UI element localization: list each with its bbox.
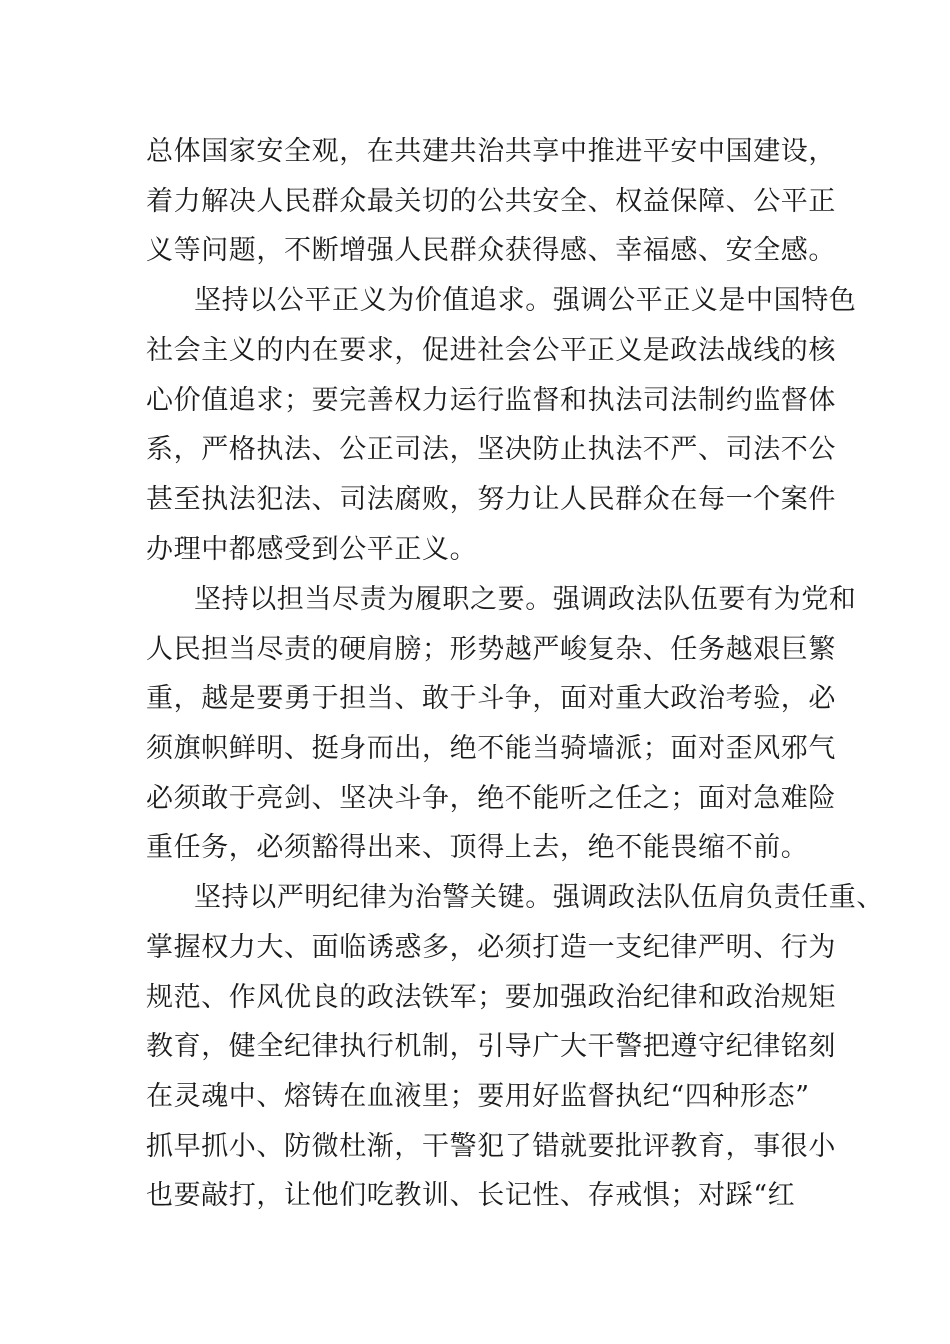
text-line: 办理中都感受到公平正义。 bbox=[146, 534, 478, 565]
paragraph-first-line: 坚持以严明纪律为治警关键。强调政法队伍肩负责任重、 bbox=[194, 882, 884, 913]
text-line: 须旗帜鲜明、挺身而出，绝不能当骑墙派；面对歪风邪气 bbox=[146, 733, 836, 764]
text-line: 重，越是要勇于担当、敢于斗争，面对重大政治考验，必 bbox=[146, 683, 836, 714]
text-line: 重任务，必须豁得出来、顶得上去，绝不能畏缩不前。 bbox=[146, 832, 809, 863]
text-line: 也要敲打，让他们吃教训、长记性、存戒惧；对踩“红 bbox=[146, 1180, 796, 1211]
paragraph-first-line: 坚持以担当尽责为履职之要。强调政法队伍要有为党和 bbox=[194, 584, 857, 615]
paragraph-first-line: 坚持以公平正义为价值追求。强调公平正义是中国特色 bbox=[194, 285, 857, 316]
text-line: 心价值追求；要完善权力运行监督和执法司法制约监督体 bbox=[146, 385, 836, 416]
text-line: 系，严格执法、公正司法，坚决防止执法不严、司法不公 bbox=[146, 434, 836, 465]
text-line: 教育，健全纪律执行机制，引导广大干警把遵守纪律铭刻 bbox=[146, 1031, 836, 1062]
text-line: 在灵魂中、熔铸在血液里；要用好监督执纪“四种形态” bbox=[146, 1081, 810, 1112]
text-line: 掌握权力大、面临诱惑多，必须打造一支纪律严明、行为 bbox=[146, 932, 836, 963]
text-line: 甚至执法犯法、司法腐败，努力让人民群众在每一个案件 bbox=[146, 484, 836, 515]
text-line: 着力解决人民群众最关切的公共安全、权益保障、公平正 bbox=[146, 186, 836, 217]
text-line: 人民担当尽责的硬肩膀；形势越严峻复杂、任务越艰巨繁 bbox=[146, 634, 836, 665]
text-line: 社会主义的内在要求，促进社会公平正义是政法战线的核 bbox=[146, 335, 836, 366]
text-line: 规范、作风优良的政法铁军；要加强政治纪律和政治规矩 bbox=[146, 982, 836, 1013]
text-line: 总体国家安全观，在共建共治共享中推进平安中国建设， bbox=[146, 136, 836, 167]
text-line: 抓早抓小、防微杜渐，干警犯了错就要批评教育，事很小 bbox=[146, 1131, 836, 1162]
text-line: 义等问题，不断增强人民群众获得感、幸福感、安全感。 bbox=[146, 235, 836, 266]
text-line: 必须敢于亮剑、坚决斗争，绝不能听之任之；面对急难险 bbox=[146, 783, 836, 814]
